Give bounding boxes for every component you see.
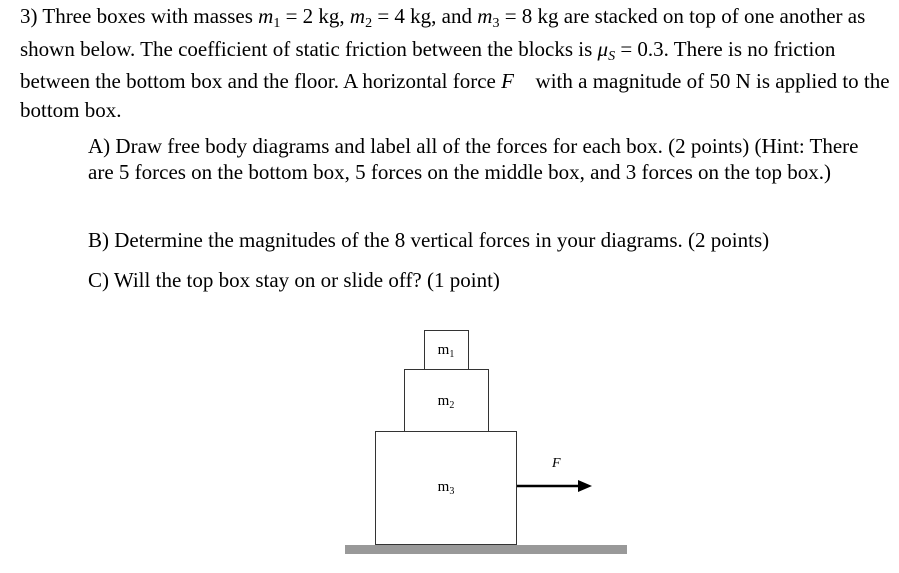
force-arrow-label: F⃗ — [552, 456, 572, 471]
part-c — [88, 267, 888, 293]
mass-2-symbol: m2 — [349, 4, 373, 31]
part-b-text: B) Determine the magnitudes of the 8 vertical forces in your diagrams. (2 points) — [88, 228, 770, 252]
part-c-text: C) Will the top box stay on or slide off? (1 point) — [88, 268, 500, 292]
part-a — [88, 133, 888, 185]
floor — [345, 545, 627, 554]
mass-1-value: = 2 kg, — [280, 4, 350, 28]
mass-3-value: = 8 kg are stacked on top of one another as shown below. The coefficient of static friction between the blocks is — [20, 4, 866, 61]
part-a-text: A) Draw free body diagrams and label all of the forces for each box. (2 points) (Hint: There are 5 forces on the bottom box, 5 forces on the middle box, and 3 forces on the top box.) — [88, 134, 859, 184]
force-text: with a magnitude of 50 N is applied to the bottom box. — [20, 69, 890, 122]
part-b — [88, 227, 888, 253]
box-bottom-label: $m_3$ — [437, 479, 455, 497]
force-arrow — [510, 470, 600, 500]
box-middle — [404, 369, 489, 432]
mass-2-value: = 4 kg, and — [372, 4, 478, 28]
mass-1-symbol: m1 — [258, 4, 281, 31]
box-top — [424, 330, 469, 370]
problem-statement — [20, 2, 890, 124]
box-bottom — [375, 431, 517, 545]
friction-coefficient-symbol: μS — [597, 36, 616, 64]
mass-3-symbol: m3 — [477, 4, 500, 31]
box-middle-label: $m_2$ — [437, 393, 455, 411]
force-symbol: F⃗ — [501, 69, 531, 93]
friction-text: = 0.3. There is no friction between the bottom box and the floor. A horizontal force — [20, 36, 836, 93]
box-top-label: $m_1$ — [437, 342, 455, 360]
intro-text: 3) Three boxes with masses — [20, 4, 259, 28]
problem-paragraph — [20, 2, 890, 124]
